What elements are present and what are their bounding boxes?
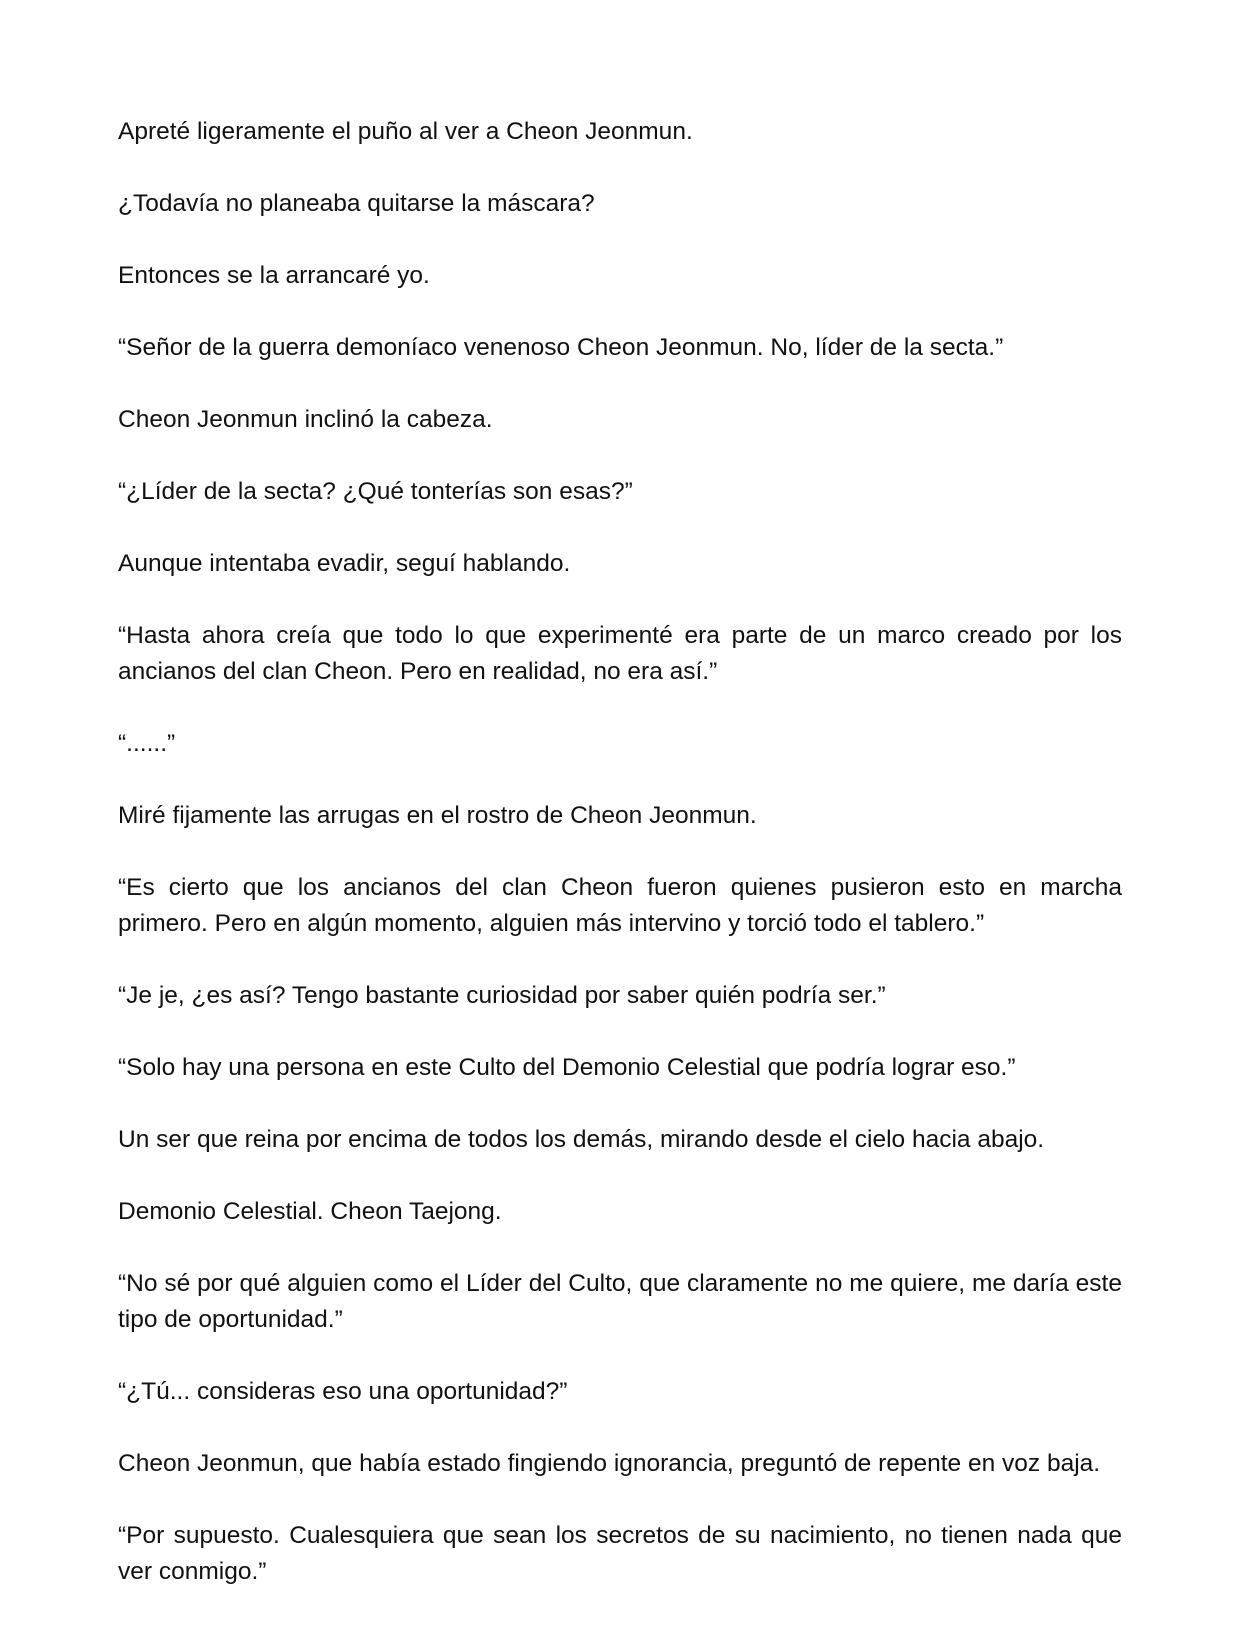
paragraph: “Señor de la guerra demoníaco venenoso Cheon Jeonmun. No, líder de la secta.” — [118, 334, 1004, 361]
paragraph: “¿Líder de la secta? ¿Qué tonterías son esas?” — [118, 478, 633, 505]
paragraph: Un ser que reina por encima de todos los demás, mirando desde el cielo hacia abajo. — [118, 1126, 1045, 1153]
paragraph: Cheon Jeonmun, que había estado fingiendo ignorancia, preguntó de repente en voz baja. — [118, 1450, 1101, 1477]
paragraph: ¿Todavía no planeaba quitarse la máscara? — [118, 190, 595, 217]
paragraph: “Hasta ahora creía que todo lo que experimenté era parte de un marco creado por los ancianos del clan Cheon. Pero en realidad, no era así.” — [118, 622, 1122, 685]
paragraph: “......” — [118, 730, 176, 757]
paragraph: “Solo hay una persona en este Culto del Demonio Celestial que podría lograr eso.” — [118, 1054, 1016, 1081]
paragraph: Entonces se la arrancaré yo. — [118, 262, 430, 289]
paragraph: “Por supuesto. Cualesquiera que sean los secretos de su nacimiento, no tienen nada que ver conmigo.” — [118, 1522, 1122, 1585]
text-body — [118, 114, 1122, 1626]
paragraph: “No sé por qué alguien como el Líder del Culto, que claramente no me quiere, me daría este tipo de oportunidad.” — [118, 1270, 1122, 1333]
paragraph: “Es cierto que los ancianos del clan Cheon fueron quienes pusieron esto en marcha primero. Pero en algún momento, alguien más intervino y torció todo el tablero.” — [118, 874, 1122, 937]
paragraph: Demonio Celestial. Cheon Taejong. — [118, 1198, 502, 1225]
paragraph: Aunque intentaba evadir, seguí hablando. — [118, 550, 571, 577]
paragraph: Miré fijamente las arrugas en el rostro de Cheon Jeonmun. — [118, 802, 757, 829]
paragraph: Apreté ligeramente el puño al ver a Cheon Jeonmun. — [118, 118, 693, 145]
paragraph: “¿Tú... consideras eso una oportunidad?” — [118, 1378, 568, 1405]
paragraph: Cheon Jeonmun inclinó la cabeza. — [118, 406, 493, 433]
paragraph: “Je je, ¿es así? Tengo bastante curiosidad por saber quién podría ser.” — [118, 982, 886, 1009]
